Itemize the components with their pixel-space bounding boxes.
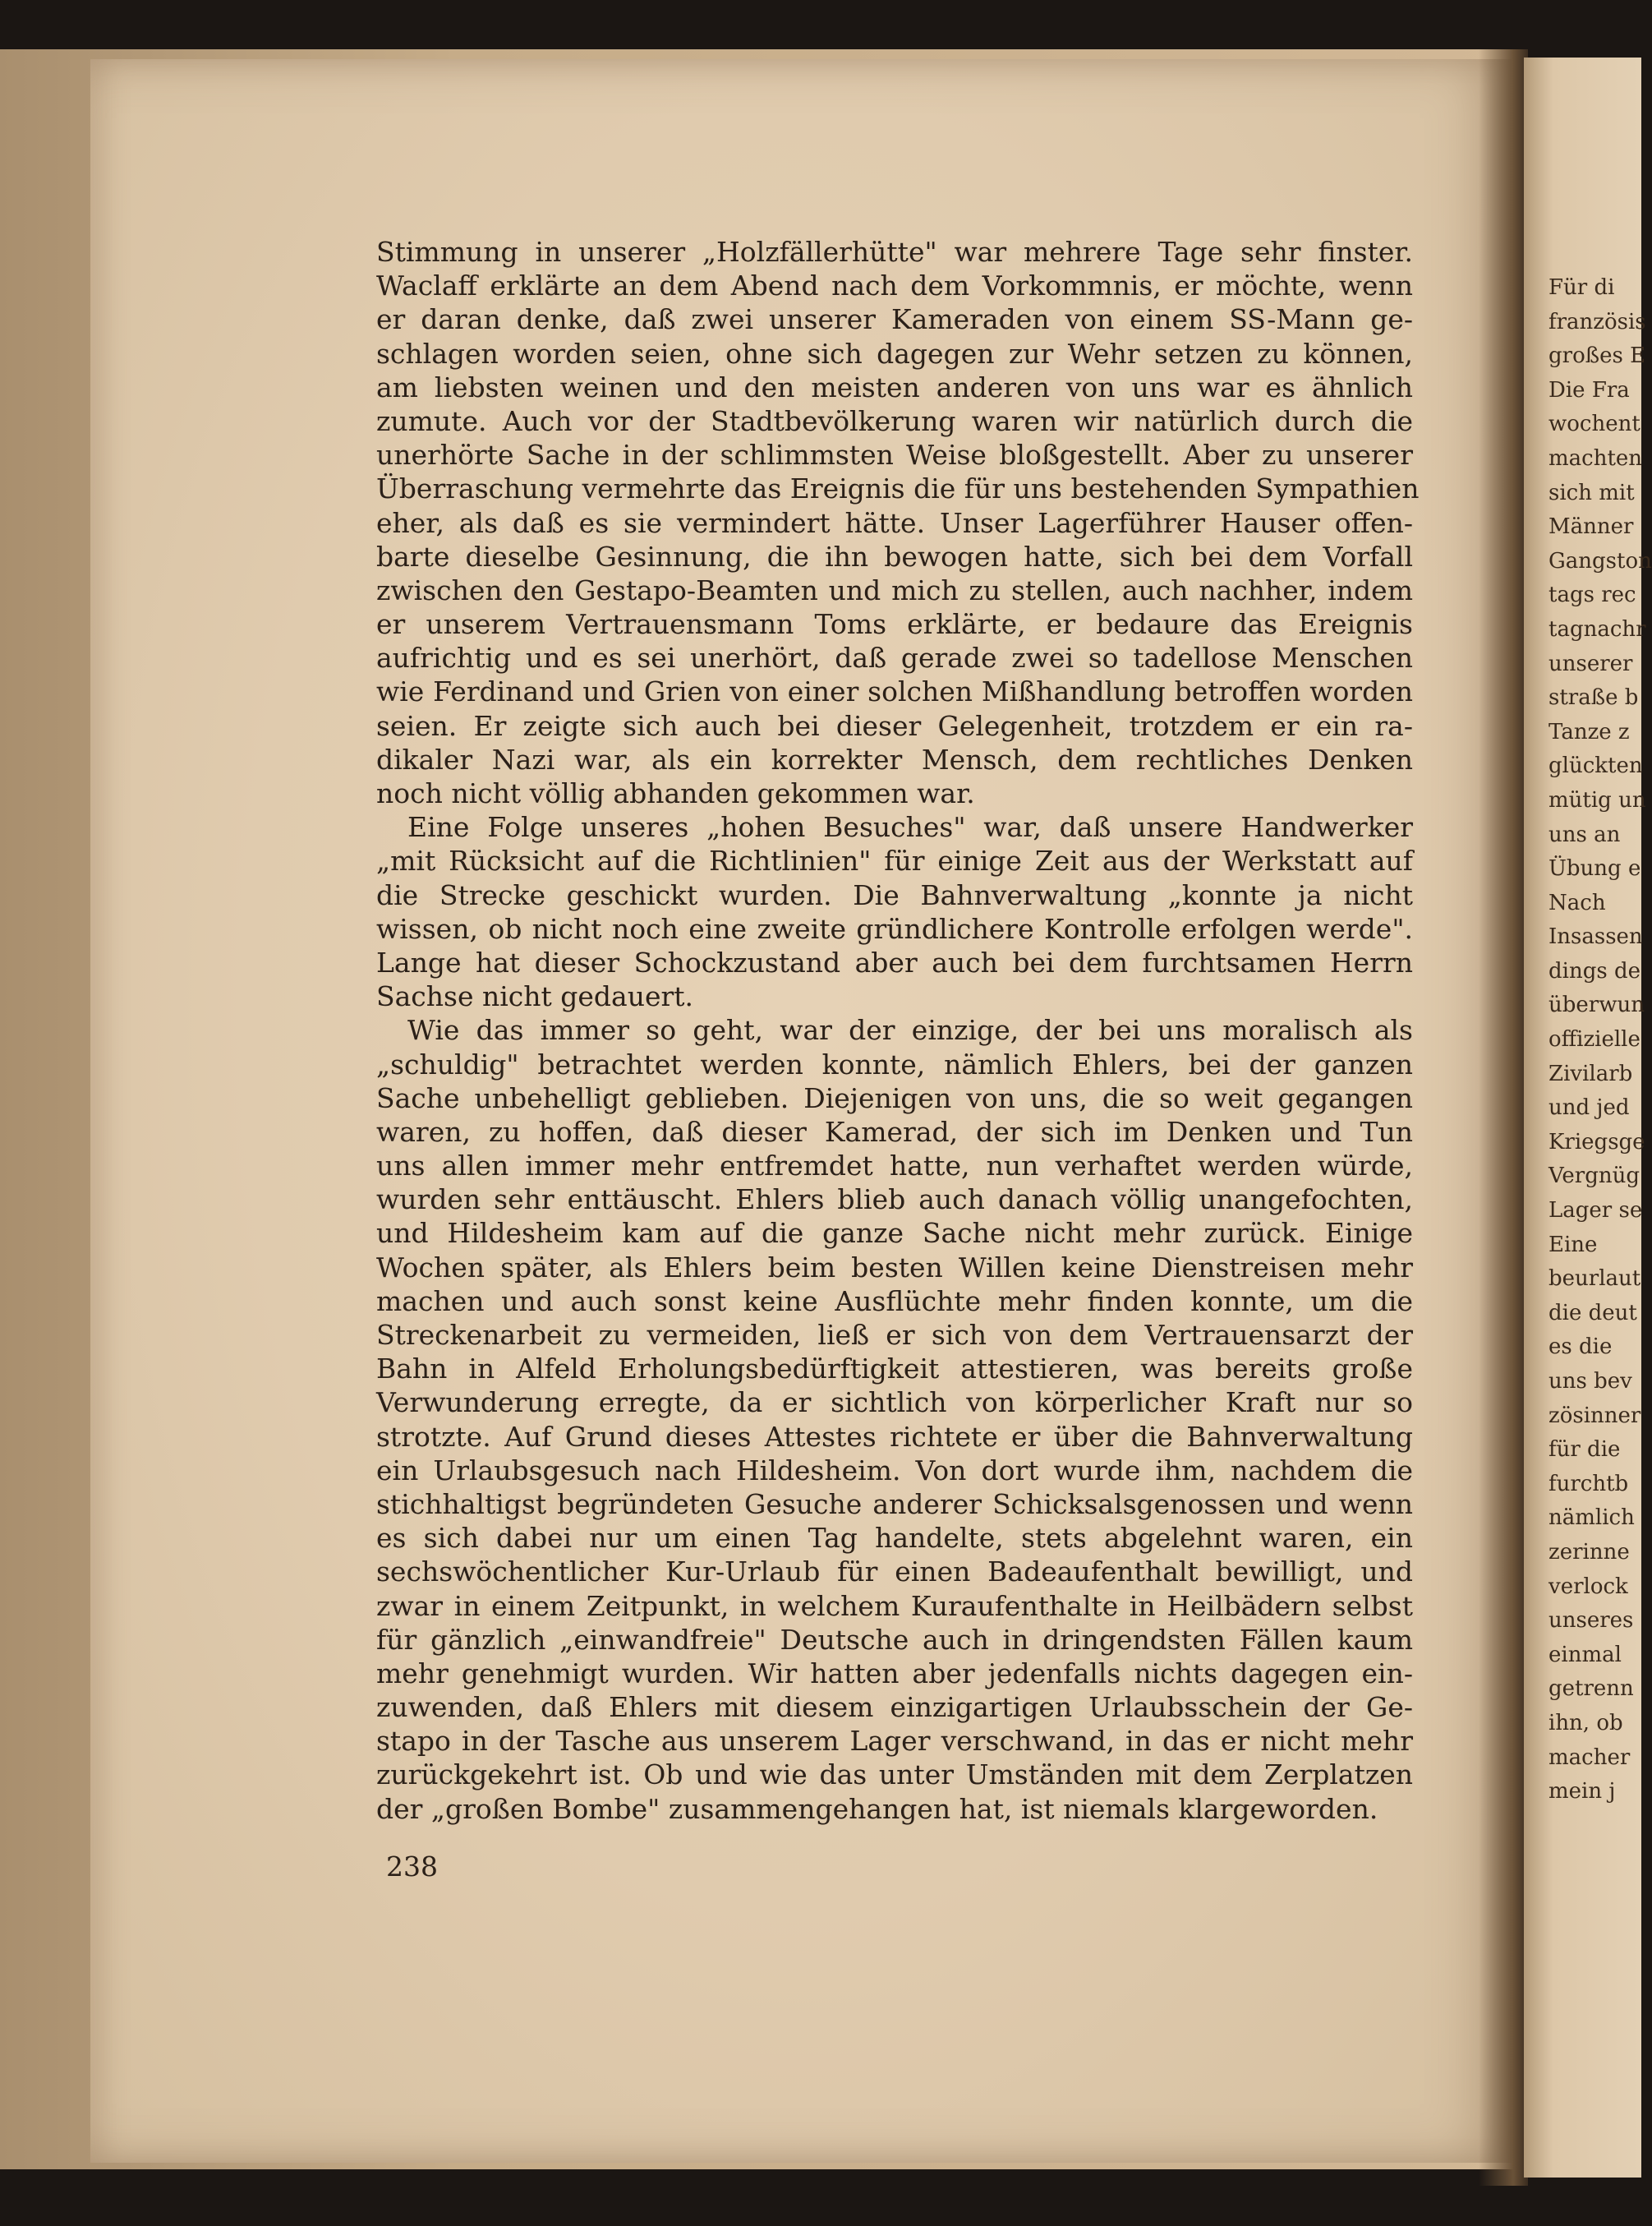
facing-page-line: mütig un: [1548, 787, 1646, 813]
facing-page-line: nämlich: [1548, 1505, 1635, 1531]
facing-page-line: die deut: [1548, 1300, 1637, 1325]
text-line: zuwenden, daß Ehlers mit diesem einzigartigen Urlaubsschein der Ge-: [376, 1691, 1413, 1724]
text-line: stapo in der Tasche aus unserem Lager verschwand, in das er nicht mehr: [376, 1725, 1413, 1758]
text-line: es sich dabei nur um einen Tag handelte, stets abgelehnt waren, ein: [376, 1522, 1413, 1555]
text-line: der „großen Bombe" zusammengehangen hat, ist niemals klargeworden.: [376, 1792, 1378, 1825]
facing-page-line: mein j: [1548, 1779, 1616, 1804]
text-line: Lange hat dieser Schockzustand aber auch bei dem furchtsamen Herrn: [376, 946, 1413, 979]
text-line: eher, als daß es sie vermindert hätte. Unser Lagerführer Hauser offen-: [376, 506, 1413, 539]
text-line: Sache unbehelligt geblieben. Diejenigen von uns, die so weit gegangen: [376, 1081, 1413, 1114]
text-line: und Hildesheim kam auf die ganze Sache nicht mehr zurück. Einige: [376, 1217, 1413, 1250]
facing-page-line: Lager se: [1548, 1198, 1643, 1224]
facing-page-line: Tanze z: [1548, 719, 1630, 744]
facing-page-line: für die: [1548, 1437, 1621, 1463]
facing-page-line: offizielle: [1548, 1027, 1640, 1053]
text-line: stichhaltigst begründeten Gesuche anderer Schicksalsgenossen und wenn: [376, 1487, 1413, 1520]
text-line: waren, zu hoffen, daß dieser Kamerad, der sich im Denken und Tun: [376, 1115, 1413, 1148]
facing-page-line: Eine: [1548, 1232, 1598, 1257]
facing-page-line: macher: [1548, 1744, 1631, 1770]
text-line: seien. Er zeigte sich auch bei dieser Gelegenheit, trotzdem er ein ra-: [376, 709, 1413, 742]
text-line: wissen, ob nicht noch eine zweite gründlichere Kontrolle erfolgen werde".: [376, 912, 1413, 945]
text-line: „schuldig" betrachtet werden konnte, nämlich Ehlers, bei der ganzen: [376, 1048, 1413, 1081]
facing-page-line: getrenn: [1548, 1676, 1634, 1702]
page-number: 238: [386, 1850, 438, 1883]
facing-page-line: tags rec: [1548, 583, 1636, 608]
facing-page-line: tagnachr: [1548, 616, 1646, 642]
facing-page-line: glückten: [1548, 754, 1643, 779]
text-line: uns allen immer mehr entfremdet hatte, nun verhaftet werden würde,: [376, 1150, 1413, 1182]
facing-page-line: Insassen: [1548, 924, 1643, 950]
text-line: er unserem Vertrauensmann Toms erklärte, er bedaure das Ereignis: [376, 608, 1413, 641]
facing-page-line: sich mit: [1548, 480, 1635, 505]
facing-page-line: zerinne: [1548, 1539, 1630, 1565]
facing-page-line: beurlaut: [1548, 1266, 1641, 1292]
text-line: unerhörte Sache in der schlimmsten Weise bloßgestellt. Aber zu unserer: [376, 439, 1413, 472]
text-line: mehr genehmigt wurden. Wir hatten aber jedenfalls nichts dagegen ein-: [376, 1657, 1413, 1689]
text-line: wie Ferdinand und Grien von einer solchen Mißhandlung betroffen worden: [376, 675, 1413, 708]
text-line: wurden sehr enttäuscht. Ehlers blieb auch danach völlig unangefochten,: [376, 1183, 1413, 1216]
facing-page-line: einmal: [1548, 1642, 1622, 1667]
facing-page-line: großes E: [1548, 343, 1646, 369]
facing-page-line: Nach: [1548, 890, 1606, 915]
text-line: machen und auch sonst keine Ausflüchte mehr finden konnte, um die: [376, 1284, 1413, 1317]
facing-page-line: straße b: [1548, 685, 1639, 711]
text-line: Streckenarbeit zu vermeiden, ließ er sich von dem Vertrauensarzt der: [376, 1319, 1413, 1351]
facing-page-line: unseres: [1548, 1608, 1634, 1634]
text-line: Sachse nicht gedauert.: [376, 980, 694, 1013]
text-line: am liebsten weinen und den meisten anderen von uns war es ähnlich: [376, 371, 1413, 403]
facing-page-line: Für di: [1548, 275, 1615, 300]
body-text: [376, 235, 1420, 1826]
text-line: Verwunderung erregte, da er sichtlich von körperlicher Kraft nur so: [376, 1386, 1413, 1419]
text-line: zurückgekehrt ist. Ob und wie das unter Umständen mit dem Zerplatzen: [376, 1758, 1413, 1791]
facing-page-line: und jed: [1548, 1095, 1630, 1121]
text-line: schlagen worden seien, ohne sich dagegen zur Wehr setzen zu können,: [376, 337, 1413, 370]
facing-page-line: unserer: [1548, 651, 1633, 676]
facing-page-line: es die: [1548, 1334, 1613, 1360]
text-line: Überraschung vermehrte das Ereignis die für uns bestehenden Sympathien: [376, 472, 1420, 505]
text-line: strotzte. Auf Grund dieses Attestes richtete er über die Bahnverwaltung: [376, 1420, 1413, 1453]
text-line: aufrichtig und es sei unerhört, daß gerade zwei so tadellose Menschen: [376, 642, 1413, 675]
text-line: sechswöchentlicher Kur-Urlaub für einen Badeaufenthalt bewilligt, und: [376, 1555, 1413, 1588]
text-line: noch nicht völlig abhanden gekommen war.: [376, 777, 975, 809]
facing-page-line: uns bev: [1548, 1369, 1632, 1394]
facing-page-line: ihn, ob: [1548, 1710, 1623, 1735]
facing-page-line: Zivilarb: [1548, 1061, 1633, 1086]
text-line: Eine Folge unseres „hohen Besuches" war, daß unsere Handwerker: [407, 811, 1413, 844]
facing-page-line: Die Fra: [1548, 377, 1630, 403]
facing-page-line: Männer: [1548, 514, 1634, 540]
text-line: Waclaff erklärte an dem Abend nach dem Vorkommnis, er möchte, wenn: [376, 270, 1413, 302]
facing-page-line: Übung e: [1548, 856, 1641, 882]
facing-page-line: Gangston: [1548, 548, 1652, 574]
text-line: zumute. Auch vor der Stadtbevölkerung waren wir natürlich durch die: [376, 404, 1413, 437]
book-gutter: [1479, 49, 1528, 2186]
facing-page-line: Vergnüg: [1548, 1164, 1640, 1189]
text-line: ein Urlaubsgesuch nach Hildesheim. Von dort wurde ihm, nachdem die: [376, 1454, 1413, 1486]
text-line: für gänzlich „einwandfreie" Deutsche auch in dringendsten Fällen kaum: [376, 1623, 1413, 1656]
facing-page-line: verlock: [1548, 1574, 1628, 1599]
text-line: er daran denke, daß zwei unserer Kameraden von einem SS-Mann ge-: [376, 303, 1413, 336]
facing-page-text: [1548, 271, 1652, 1809]
facing-page-line: wochent: [1548, 412, 1640, 437]
text-line: Wochen später, als Ehlers beim besten Willen keine Dienstreisen mehr: [376, 1251, 1413, 1284]
text-line: „mit Rücksicht auf die Richtlinien" für einige Zeit aus der Werkstatt auf: [376, 845, 1413, 878]
text-line: zwischen den Gestapo-Beamten und mich zu stellen, auch nachher, indem: [376, 574, 1413, 606]
facing-page-line: zösinner: [1548, 1403, 1641, 1428]
facing-page-line: furchtb: [1548, 1471, 1629, 1496]
facing-page-line: Kriegsge: [1548, 1129, 1645, 1154]
text-line: Wie das immer so geht, war der einzige, der bei uns moralisch als: [407, 1014, 1413, 1047]
facing-page-line: französis: [1548, 309, 1646, 334]
text-line: Bahn in Alfeld Erholungsbedürftigkeit attestieren, was bereits große: [376, 1353, 1413, 1385]
facing-page-line: uns an: [1548, 822, 1621, 847]
text-line: die Strecke geschickt wurden. Die Bahnverwaltung „konnte ja nicht: [376, 878, 1413, 911]
right-page: [1524, 58, 1652, 2178]
text-line: barte dieselbe Gesinnung, die ihn bewogen hatte, sich bei dem Vorfall: [376, 540, 1413, 573]
facing-page-line: überwun: [1548, 993, 1645, 1018]
text-line: zwar in einem Zeitpunkt, in welchem Kuraufenthalte in Heilbädern selbst: [376, 1589, 1413, 1622]
facing-page-line: dings de: [1548, 958, 1640, 984]
facing-page-line: machten: [1548, 445, 1643, 471]
text-line: Stimmung in unserer „Holzfällerhütte" war mehrere Tage sehr finster.: [376, 236, 1413, 268]
text-line: dikaler Nazi war, als ein korrekter Mensch, dem rechtliches Denken: [376, 743, 1413, 776]
